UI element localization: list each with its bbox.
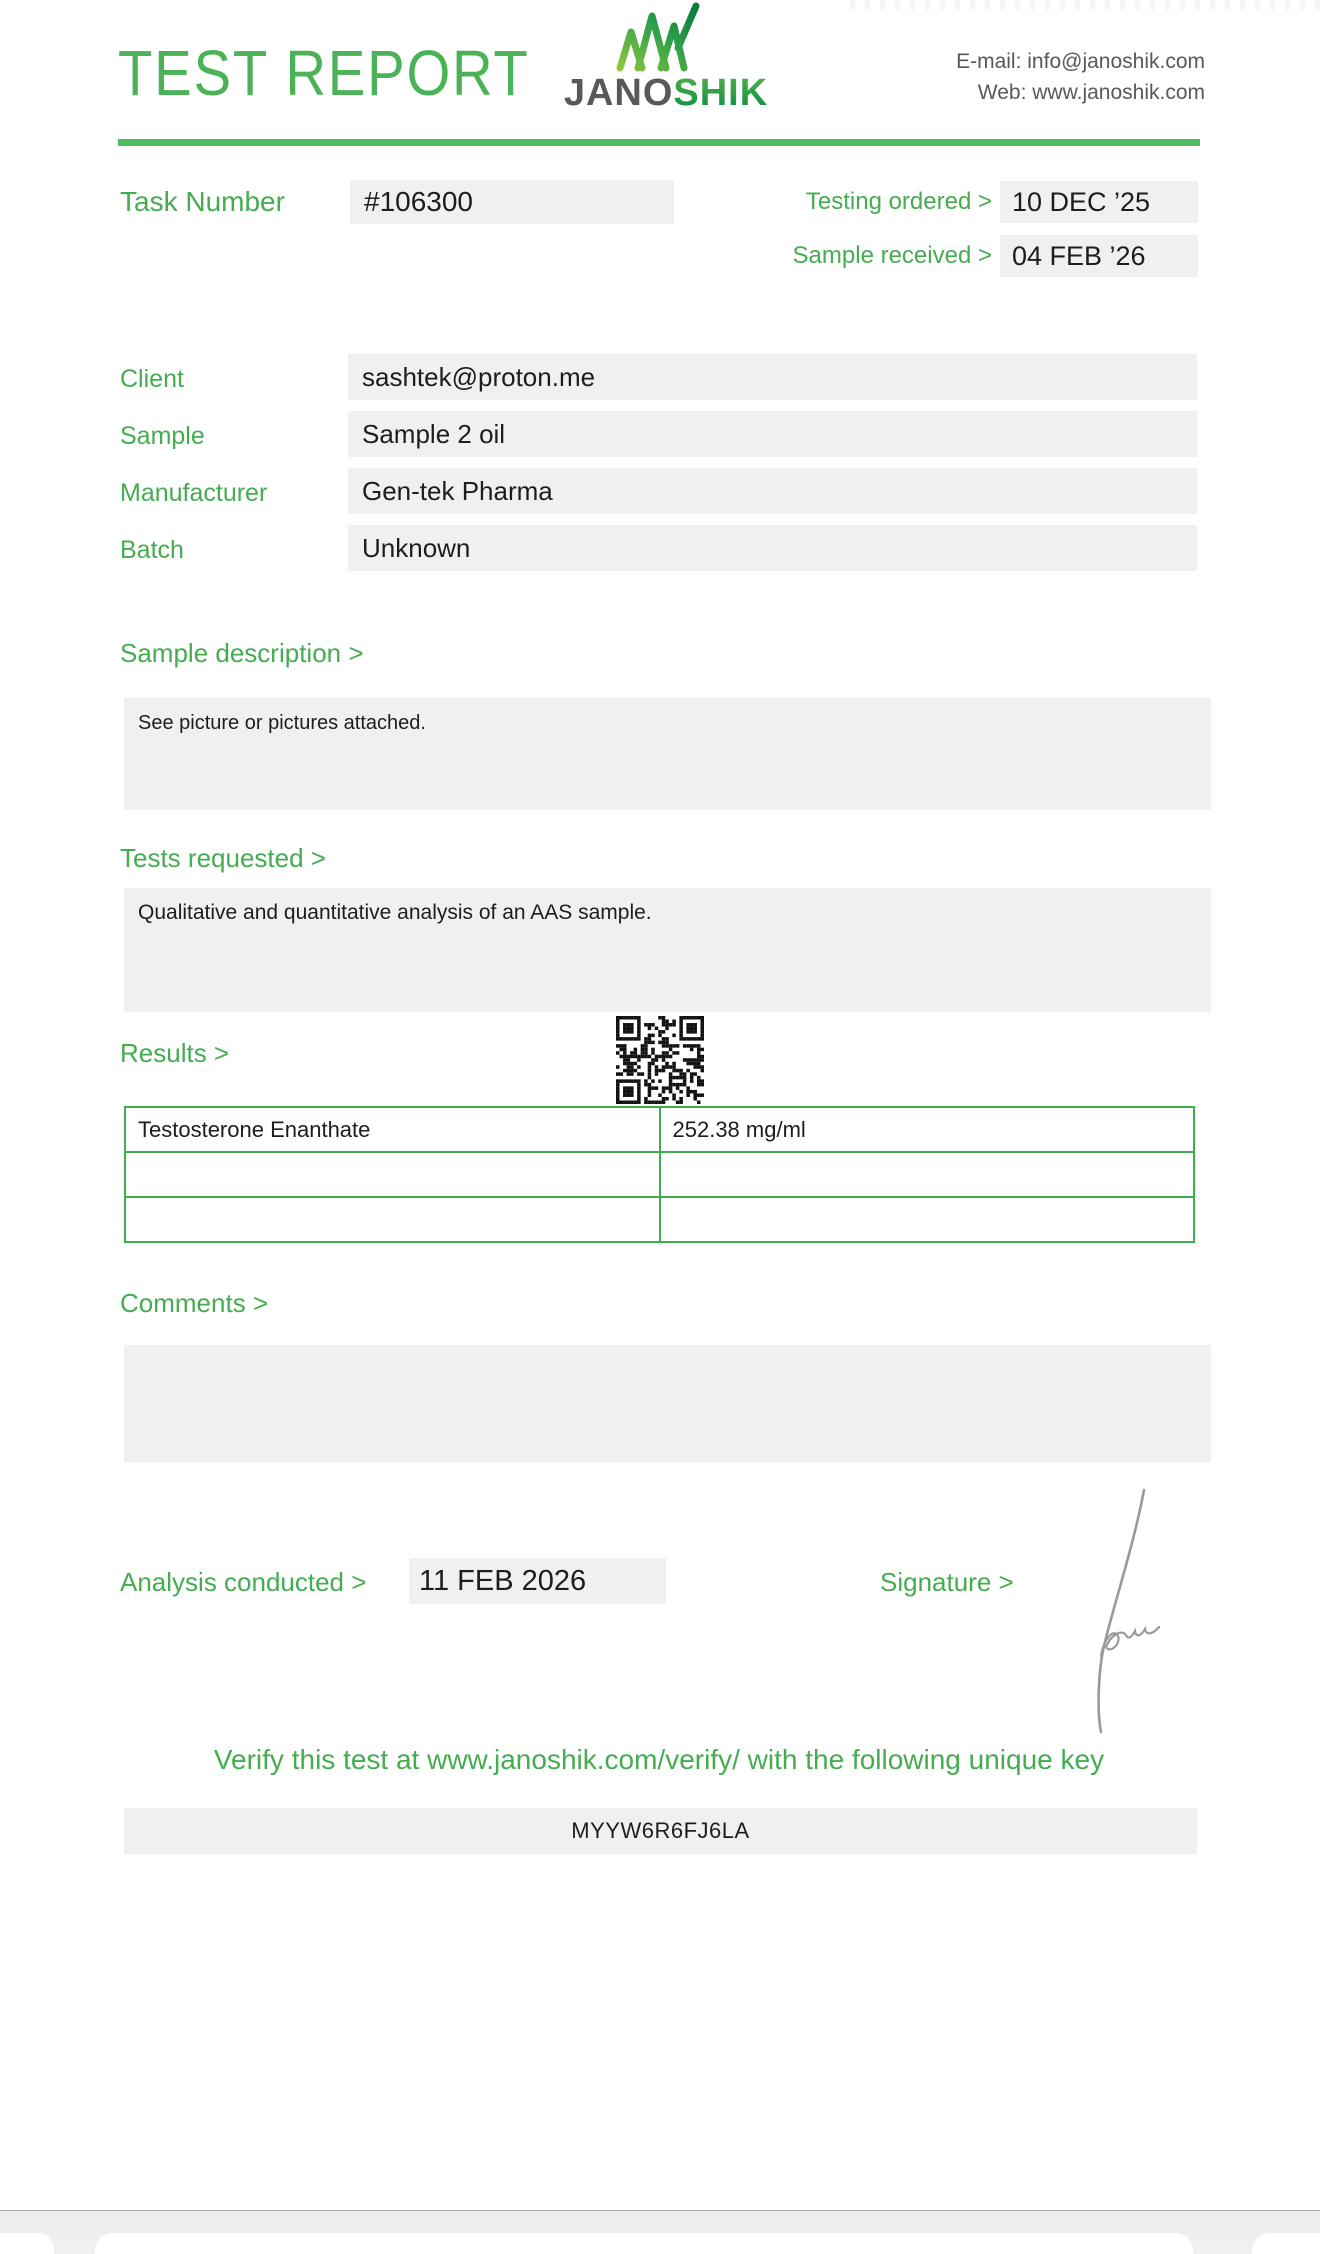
table-row <box>125 1152 1194 1197</box>
field-value-manufacturer: Gen-tek Pharma <box>348 468 1197 514</box>
testing-ordered-value: 10 DEC ’25 <box>1000 181 1198 223</box>
signature-label: Signature > <box>880 1567 1014 1597</box>
result-analyte-cell: Testosterone Enanthate <box>125 1107 660 1152</box>
trend-chart-icon <box>614 2 718 72</box>
sample-received-label: Sample received > <box>792 242 992 269</box>
sample-received-value: 04 FEB ’26 <box>1000 235 1198 277</box>
analysis-conducted-label: Analysis conducted > <box>120 1567 367 1597</box>
testing-ordered-label: Testing ordered > <box>805 188 992 215</box>
table-row <box>125 1197 1194 1242</box>
sample-description-box: See picture or pictures attached. <box>124 698 1211 810</box>
toolbar-shape-middle[interactable] <box>95 2233 1193 2254</box>
bottom-toolbar <box>0 2210 1320 2254</box>
brand-name-green: SHIK <box>673 72 769 114</box>
signature-image <box>1048 1486 1178 1736</box>
results-table <box>124 1106 1195 1243</box>
field-value-batch: Unknown <box>348 525 1197 571</box>
field-value-client: sashtek@proton.me <box>348 354 1197 400</box>
sample-description-heading: Sample description > <box>120 638 364 668</box>
task-number-value: #106300 <box>350 180 674 224</box>
tests-requested-heading: Tests requested > <box>120 843 326 873</box>
analysis-date-value: 11 FEB 2026 <box>409 1558 666 1604</box>
brand-wordmark <box>560 74 772 112</box>
tests-requested-box: Qualitative and quantitative analysis of an AAS sample. <box>124 888 1211 1012</box>
result-value-cell: 252.38 mg/ml <box>660 1107 1195 1152</box>
result-analyte-cell <box>125 1197 660 1242</box>
table-row <box>125 1107 1194 1152</box>
verify-instruction: Verify this test at www.janoshik.com/verify/ with the following unique key <box>213 1744 1105 1775</box>
page-edge-artifact <box>850 0 1320 10</box>
qr-code <box>616 1016 704 1104</box>
contact-email: E-mail: info@janoshik.com <box>956 50 1205 73</box>
field-label-batch: Batch <box>120 536 184 564</box>
result-value-cell <box>660 1152 1195 1197</box>
brand-name-dark: JANO <box>563 72 674 114</box>
toolbar-shape-right[interactable] <box>1252 2233 1320 2254</box>
result-value-cell <box>660 1197 1195 1242</box>
contact-block <box>956 46 1205 108</box>
brand-logo <box>560 2 772 112</box>
field-label-manufacturer: Manufacturer <box>120 479 268 507</box>
contact-web: Web: www.janoshik.com <box>977 81 1205 104</box>
field-label-sample: Sample <box>120 422 205 450</box>
task-number-label: Task Number <box>120 186 285 217</box>
verify-key-value: MYYW6R6FJ6LA <box>124 1808 1197 1854</box>
results-heading: Results > <box>120 1038 230 1068</box>
result-analyte-cell <box>125 1152 660 1197</box>
comments-box <box>124 1345 1211 1462</box>
comments-heading: Comments > <box>120 1288 269 1318</box>
header-rule <box>118 139 1200 146</box>
field-label-client: Client <box>120 365 184 393</box>
report-title: TEST REPORT <box>118 37 530 109</box>
toolbar-shape-left[interactable] <box>0 2233 54 2254</box>
field-value-sample: Sample 2 oil <box>348 411 1197 457</box>
